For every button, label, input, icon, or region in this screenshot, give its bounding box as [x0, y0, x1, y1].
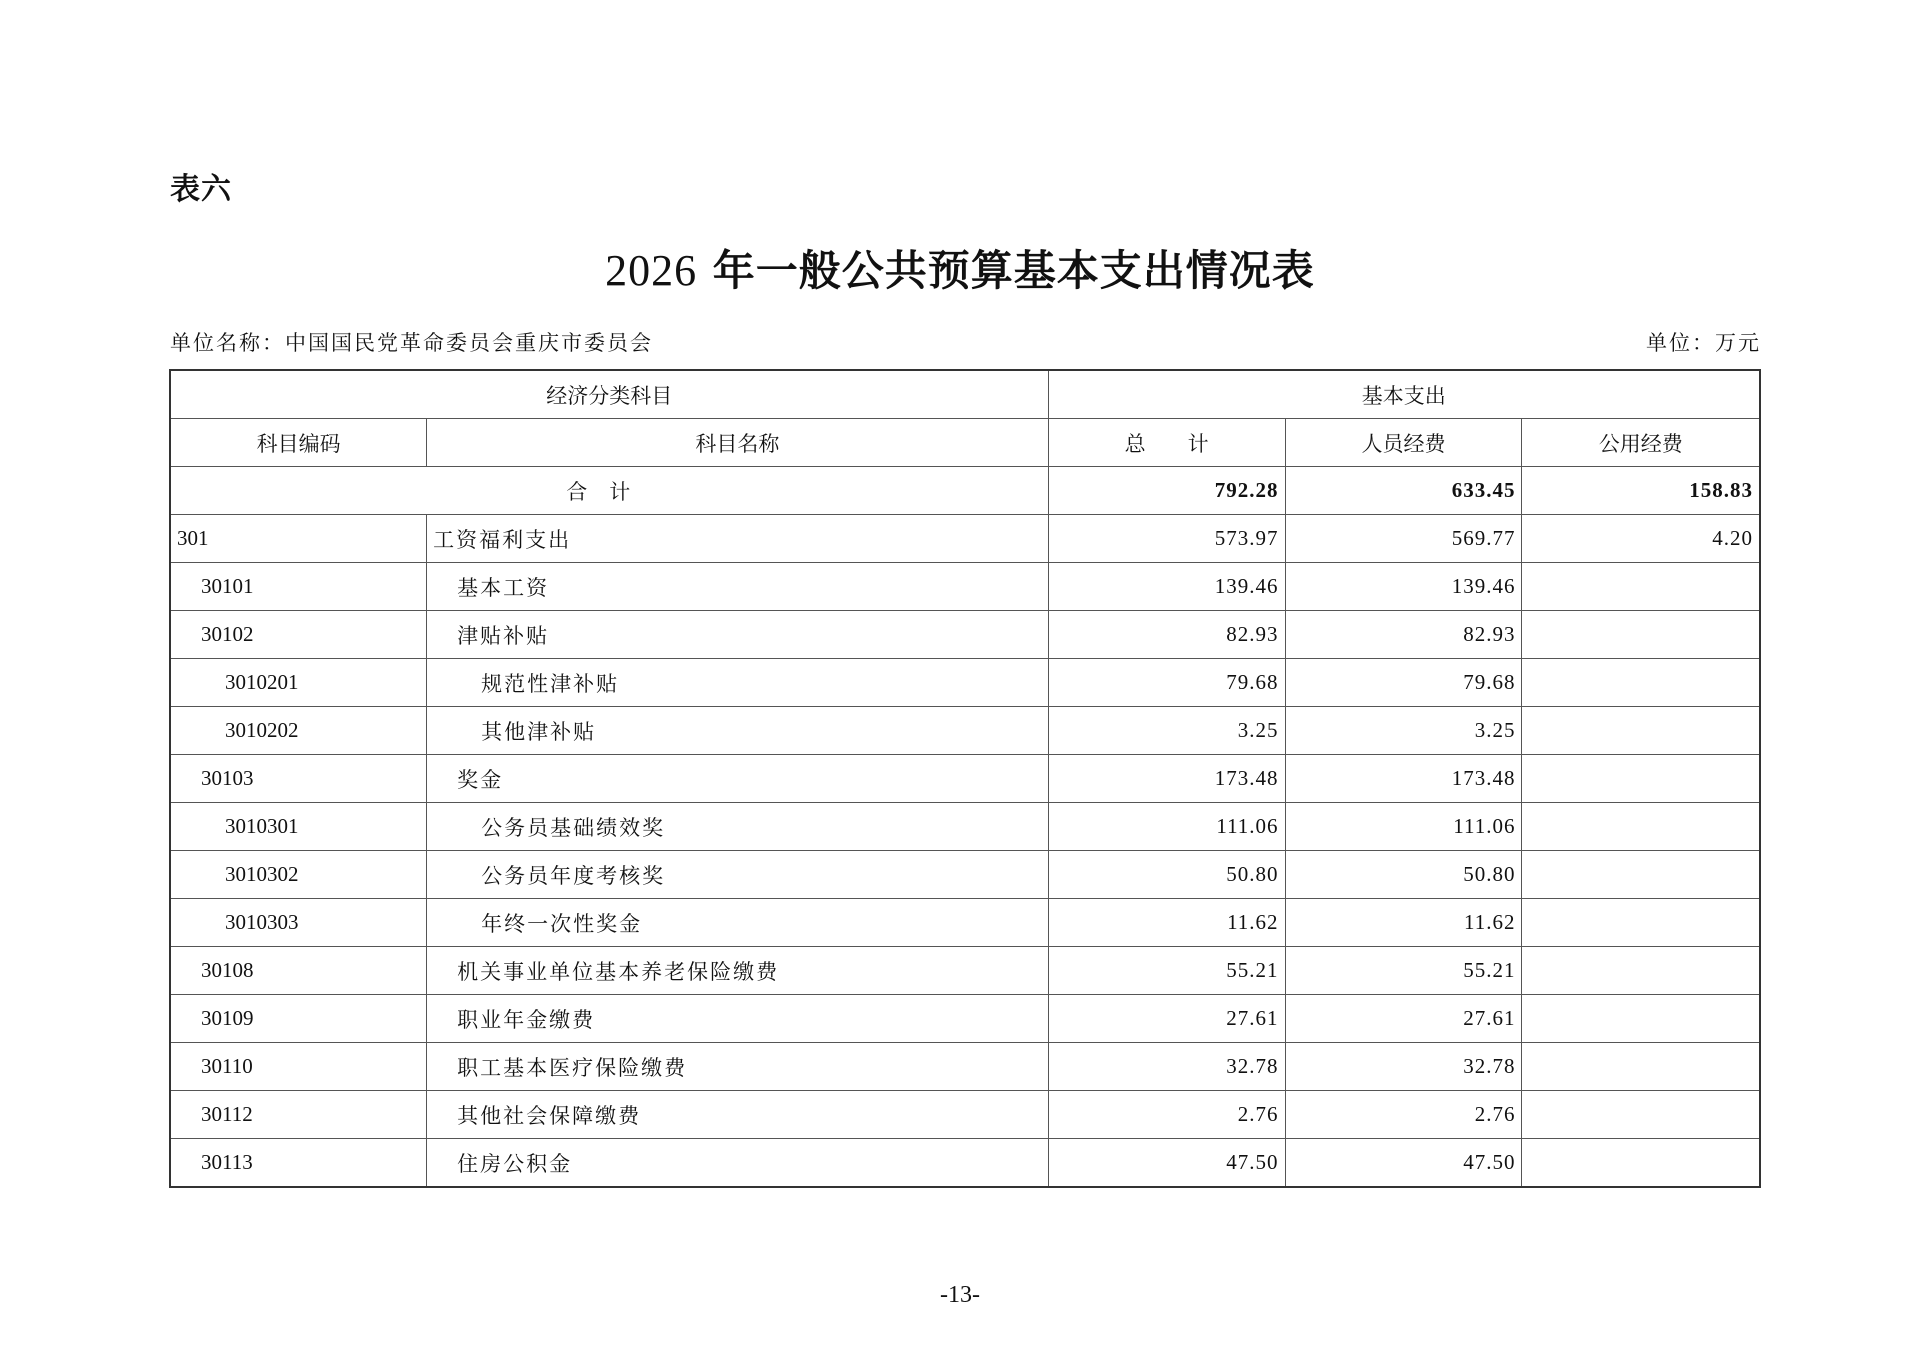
row-total: 111.06	[1048, 803, 1285, 851]
row-personnel: 32.78	[1285, 1043, 1522, 1091]
column-header-total: 总 计	[1048, 419, 1285, 467]
row-total: 79.68	[1048, 659, 1285, 707]
row-code: 3010303	[170, 899, 427, 947]
row-personnel: 111.06	[1285, 803, 1522, 851]
column-header-public: 公用经费	[1522, 419, 1760, 467]
column-header-code: 科目编码	[170, 419, 427, 467]
row-public	[1522, 995, 1760, 1043]
table-row	[170, 755, 1760, 803]
table-row	[170, 611, 1760, 659]
row-code: 30108	[170, 947, 427, 995]
row-code: 30113	[170, 1139, 427, 1188]
row-name: 年终一次性奖金	[427, 899, 1048, 947]
table-row	[170, 1139, 1760, 1188]
budget-table	[169, 369, 1761, 1188]
row-personnel: 27.61	[1285, 995, 1522, 1043]
header-column-row	[170, 419, 1760, 467]
row-name: 工资福利支出	[427, 515, 1048, 563]
row-public	[1522, 803, 1760, 851]
row-public	[1522, 851, 1760, 899]
table-row	[170, 803, 1760, 851]
header-basic-expenditure: 基本支出	[1048, 370, 1760, 419]
row-personnel: 50.80	[1285, 851, 1522, 899]
table-row	[170, 659, 1760, 707]
unit-currency: 单位：万元	[1646, 331, 1761, 355]
row-code: 30103	[170, 755, 427, 803]
row-total: 32.78	[1048, 1043, 1285, 1091]
title-text: 年一般公共预算基本支出情况表	[712, 246, 1315, 295]
row-personnel: 569.77	[1285, 515, 1522, 563]
table-row	[170, 851, 1760, 899]
row-name: 奖金	[427, 755, 1048, 803]
page-title	[0, 238, 1920, 298]
table-row	[170, 515, 1760, 563]
row-personnel: 3.25	[1285, 707, 1522, 755]
row-total: 82.93	[1048, 611, 1285, 659]
row-code: 3010201	[170, 659, 427, 707]
column-header-personnel: 人员经费	[1285, 419, 1522, 467]
table-label: 表六	[170, 172, 232, 207]
row-code: 30101	[170, 563, 427, 611]
row-code: 3010202	[170, 707, 427, 755]
row-public	[1522, 1139, 1760, 1188]
row-total: 139.46	[1048, 563, 1285, 611]
row-personnel: 173.48	[1285, 755, 1522, 803]
total-public: 158.83	[1522, 467, 1760, 515]
row-personnel: 139.46	[1285, 563, 1522, 611]
row-total: 47.50	[1048, 1139, 1285, 1188]
row-public	[1522, 899, 1760, 947]
row-code: 3010301	[170, 803, 427, 851]
table-row	[170, 563, 1760, 611]
table-row	[170, 1091, 1760, 1139]
row-total: 173.48	[1048, 755, 1285, 803]
row-public	[1522, 659, 1760, 707]
row-public	[1522, 563, 1760, 611]
row-name: 其他津补贴	[427, 707, 1048, 755]
row-total: 11.62	[1048, 899, 1285, 947]
row-personnel: 11.62	[1285, 899, 1522, 947]
total-row	[170, 467, 1760, 515]
total-label: 合计	[170, 467, 1048, 515]
table-row	[170, 1043, 1760, 1091]
row-personnel: 2.76	[1285, 1091, 1522, 1139]
row-code: 30112	[170, 1091, 427, 1139]
row-public	[1522, 755, 1760, 803]
header-classification: 经济分类科目	[170, 370, 1048, 419]
row-total: 573.97	[1048, 515, 1285, 563]
row-name: 基本工资	[427, 563, 1048, 611]
row-total: 50.80	[1048, 851, 1285, 899]
column-header-name: 科目名称	[427, 419, 1048, 467]
header-group-row	[170, 370, 1760, 419]
row-personnel: 55.21	[1285, 947, 1522, 995]
row-personnel: 79.68	[1285, 659, 1522, 707]
row-name: 公务员年度考核奖	[427, 851, 1048, 899]
row-name: 职业年金缴费	[427, 995, 1048, 1043]
row-public	[1522, 947, 1760, 995]
table-row	[170, 995, 1760, 1043]
row-name: 机关事业单位基本养老保险缴费	[427, 947, 1048, 995]
row-code: 30109	[170, 995, 427, 1043]
row-total: 2.76	[1048, 1091, 1285, 1139]
title-year: 2026	[605, 246, 698, 295]
row-name: 规范性津补贴	[427, 659, 1048, 707]
row-name: 津贴补贴	[427, 611, 1048, 659]
table-row	[170, 707, 1760, 755]
page-number: -13-	[940, 1282, 980, 1308]
row-public	[1522, 1091, 1760, 1139]
unit-name: 单位名称：中国国民党革命委员会重庆市委员会	[170, 331, 653, 355]
total-total: 792.28	[1048, 467, 1285, 515]
row-total: 3.25	[1048, 707, 1285, 755]
row-name: 其他社会保障缴费	[427, 1091, 1048, 1139]
row-name: 住房公积金	[427, 1139, 1048, 1188]
row-code: 301	[170, 515, 427, 563]
row-name: 公务员基础绩效奖	[427, 803, 1048, 851]
row-name: 职工基本医疗保险缴费	[427, 1043, 1048, 1091]
row-code: 3010302	[170, 851, 427, 899]
total-personnel: 633.45	[1285, 467, 1522, 515]
row-total: 27.61	[1048, 995, 1285, 1043]
row-code: 30110	[170, 1043, 427, 1091]
row-personnel: 47.50	[1285, 1139, 1522, 1188]
row-personnel: 82.93	[1285, 611, 1522, 659]
row-public	[1522, 707, 1760, 755]
table-row	[170, 947, 1760, 995]
row-public: 4.20	[1522, 515, 1760, 563]
row-total: 55.21	[1048, 947, 1285, 995]
row-public	[1522, 611, 1760, 659]
row-public	[1522, 1043, 1760, 1091]
table-row	[170, 899, 1760, 947]
row-code: 30102	[170, 611, 427, 659]
